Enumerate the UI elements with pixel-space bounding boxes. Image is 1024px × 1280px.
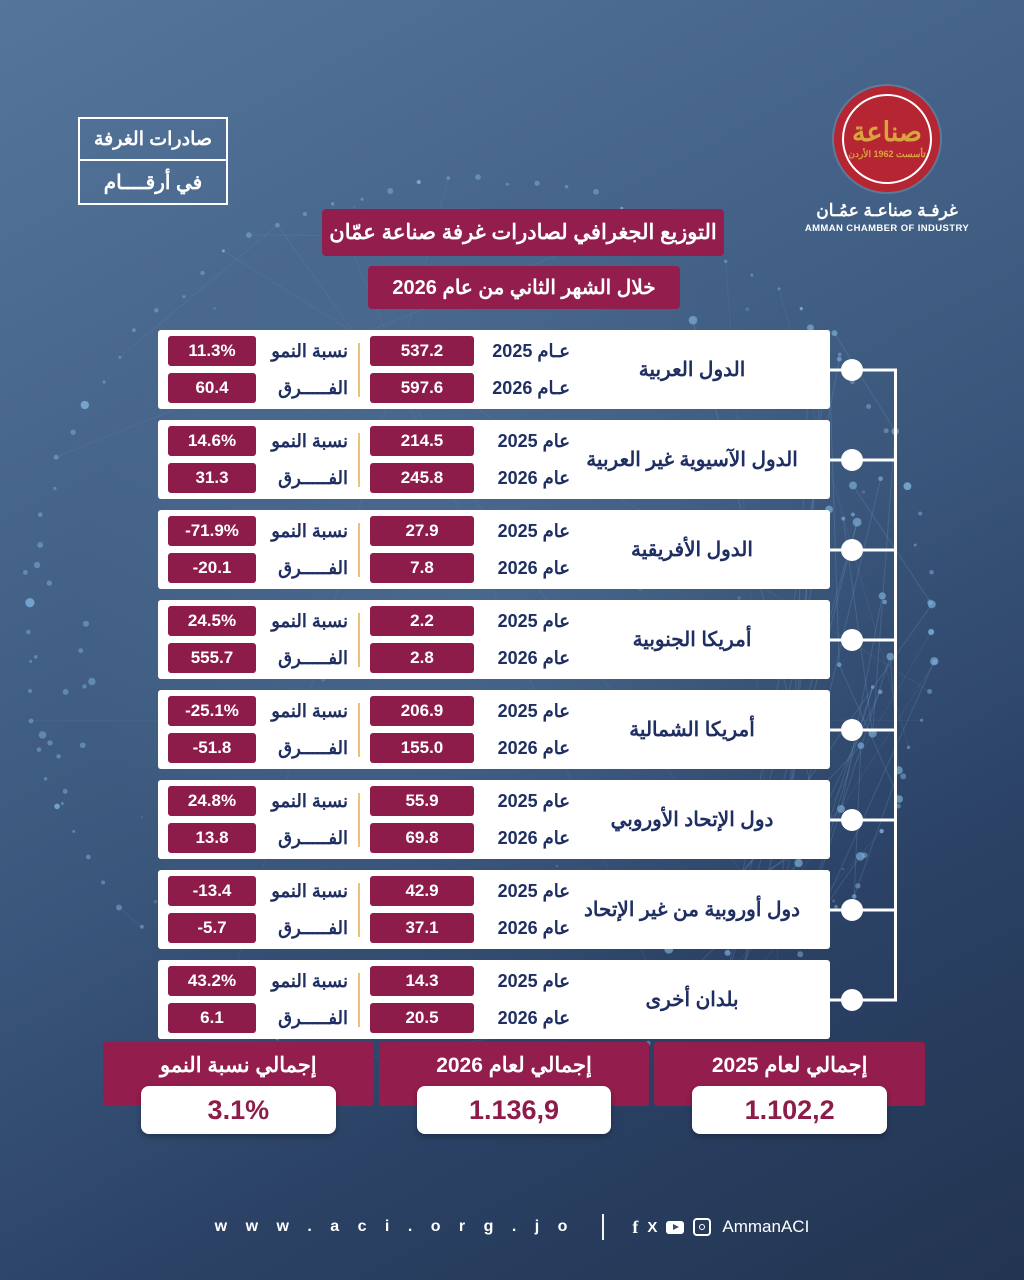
connector-dot [841, 539, 863, 561]
year-values-group [370, 426, 570, 493]
year-2025-value: 206.9 [370, 696, 474, 726]
growth-values-group [168, 516, 348, 583]
gold-divider [358, 883, 360, 937]
region-name: دول أوروبية من غير الإتحاد [583, 899, 801, 921]
region-name: الدول الآسيوية غير العربية [586, 449, 798, 471]
gold-divider [358, 343, 360, 397]
growth-rate-label: نسبة النمو [271, 790, 348, 811]
difference-label: الفـــــرق [278, 467, 348, 488]
difference-value: 13.8 [168, 823, 256, 853]
year-2025-label: عام 2025 [497, 610, 570, 631]
year-2026-label: عام 2026 [497, 1007, 570, 1028]
year-2026-value: 69.8 [370, 823, 474, 853]
connector-dot [841, 719, 863, 741]
region-card [158, 780, 830, 859]
facebook-icon: f [632, 1216, 639, 1237]
year-values-group [370, 786, 570, 853]
gold-divider [358, 433, 360, 487]
growth-rate-label: نسبة النمو [271, 970, 348, 991]
year-2026-label: عام 2026 [497, 917, 570, 938]
connector-dot [841, 449, 863, 471]
chamber-seal-icon [834, 86, 940, 192]
total-box [379, 1042, 650, 1125]
region-name: بلدان أخرى [645, 989, 739, 1011]
youtube-icon [666, 1221, 684, 1234]
total-box [103, 1042, 374, 1125]
difference-label: الفـــــرق [278, 557, 348, 578]
region-card [158, 690, 830, 769]
total-box [654, 1042, 925, 1125]
year-values-group [370, 606, 570, 673]
growth-rate-value: 24.8% [168, 786, 256, 816]
year-2025-value: 537.2 [370, 336, 474, 366]
total-value: 3.1% [141, 1086, 336, 1134]
difference-label: الفـــــرق [278, 827, 348, 848]
badge-line2: في أرقــــام [80, 159, 226, 203]
growth-values-group [168, 606, 348, 673]
region-card [158, 960, 830, 1039]
year-2026-value: 2.8 [370, 643, 474, 673]
website-url: w w w . a c i . o r g . j o [214, 1218, 575, 1235]
growth-values-group [168, 426, 348, 493]
connector-dot [841, 989, 863, 1011]
growth-rate-value: -25.1% [168, 696, 256, 726]
growth-rate-value: -13.4 [168, 876, 256, 906]
difference-value: 6.1 [168, 1003, 256, 1033]
growth-rate-value: 43.2% [168, 966, 256, 996]
region-name: أمريكا الشمالية [629, 719, 755, 741]
year-2026-label: عام 2026 [497, 737, 570, 758]
difference-value: -5.7 [168, 913, 256, 943]
growth-values-group [168, 876, 348, 943]
gold-divider [358, 703, 360, 757]
year-2026-value: 245.8 [370, 463, 474, 493]
region-name: أمريكا الجنوبية [632, 629, 752, 651]
region-card [158, 330, 830, 409]
year-2025-value: 27.9 [370, 516, 474, 546]
difference-label: الفـــــرق [278, 377, 348, 398]
social-links [632, 1217, 809, 1238]
seal-established-text: تأسست 1962 الأردن [848, 148, 926, 159]
year-2026-value: 20.5 [370, 1003, 474, 1033]
growth-rate-value: -71.9% [168, 516, 256, 546]
region-card [158, 870, 830, 949]
year-2025-label: عام 2025 [497, 520, 570, 541]
growth-rate-value: 24.5% [168, 606, 256, 636]
year-2025-label: عام 2025 [497, 970, 570, 991]
year-2026-value: 155.0 [370, 733, 474, 763]
difference-value: 31.3 [168, 463, 256, 493]
gold-divider [358, 523, 360, 577]
year-2026-value: 7.8 [370, 553, 474, 583]
growth-rate-label: نسبة النمو [271, 880, 348, 901]
year-2026-label: عام 2026 [497, 557, 570, 578]
year-2026-value: 597.6 [370, 373, 474, 403]
growth-values-group [168, 786, 348, 853]
region-name: الدول الأفريقية [631, 539, 753, 561]
footer-divider [602, 1214, 604, 1240]
total-label: إجمالي لعام 2025 [711, 1054, 868, 1077]
growth-rate-label: نسبة النمو [271, 700, 348, 721]
chamber-name-arabic: غرفـة صناعـة عمُـان [816, 201, 958, 220]
connector-dot [841, 809, 863, 831]
total-label: إجمالي لعام 2026 [436, 1054, 592, 1077]
difference-value: 60.4 [168, 373, 256, 403]
difference-label: الفـــــرق [278, 1007, 348, 1028]
year-2025-label: عام 2025 [497, 880, 570, 901]
year-2025-label: عام 2025 [497, 790, 570, 811]
growth-values-group [168, 696, 348, 763]
year-2026-label: عام 2026 [497, 647, 570, 668]
social-handle: AmmanACI [722, 1217, 810, 1236]
subtitle-banner: خلال الشهر الثاني من عام 2026 [368, 266, 680, 309]
region-card [158, 510, 830, 589]
difference-value: 555.7 [168, 643, 256, 673]
difference-value: -51.8 [168, 733, 256, 763]
growth-rate-label: نسبة النمو [271, 430, 348, 451]
growth-rate-label: نسبة النمو [271, 610, 348, 631]
growth-rate-label: نسبة النمو [271, 520, 348, 541]
total-value: 1.102,2 [692, 1086, 887, 1134]
growth-rate-value: 11.3% [168, 336, 256, 366]
region-card [158, 600, 830, 679]
connector-dot [841, 359, 863, 381]
badge-line1: صادرات الغرفة [94, 129, 212, 150]
difference-value: -20.1 [168, 553, 256, 583]
growth-values-group [168, 336, 348, 403]
year-values-group [370, 696, 570, 763]
year-2025-label: عام 2025 [497, 430, 570, 451]
year-2026-label: عام 2026 [497, 827, 570, 848]
region-name: دول الإتحاد الأوروبي [610, 809, 774, 831]
amman-chamber-logo [804, 86, 970, 234]
total-label: إجمالي نسبة النمو [159, 1054, 317, 1077]
year-2025-label: عام 2025 [497, 700, 570, 721]
growth-rate-label: نسبة النمو [271, 340, 348, 361]
gold-divider [358, 793, 360, 847]
connector-vertical-line [894, 369, 897, 1001]
connector-dot [841, 629, 863, 651]
year-2025-value: 2.2 [370, 606, 474, 636]
growth-values-group [168, 966, 348, 1033]
chamber-name-english: AMMAN CHAMBER OF INDUSTRY [804, 223, 970, 234]
total-value: 1.136,9 [417, 1086, 612, 1134]
year-2025-value: 42.9 [370, 876, 474, 906]
growth-rate-value: 14.6% [168, 426, 256, 456]
instagram-icon [693, 1218, 711, 1236]
year-values-group [370, 876, 570, 943]
year-values-group [370, 966, 570, 1033]
exports-in-numbers-badge [78, 117, 228, 205]
year-2026-value: 37.1 [370, 913, 474, 943]
year-2025-value: 214.5 [370, 426, 474, 456]
gold-divider [358, 613, 360, 667]
difference-label: الفـــــرق [278, 647, 348, 668]
seal-calligraphy: صناعة [852, 116, 922, 147]
connector-dot [841, 899, 863, 921]
x-icon: X [647, 1218, 658, 1236]
footer-bar [0, 1214, 1024, 1240]
year-2026-label: عـام 2026 [492, 377, 570, 398]
totals-row [103, 1042, 925, 1125]
region-card [158, 420, 830, 499]
year-2025-label: عـام 2025 [492, 340, 570, 361]
region-cards-list [158, 330, 830, 1039]
main-title-banner: التوزيع الجغرافي لصادرات غرفة صناعة عمّان [322, 209, 724, 256]
difference-label: الفـــــرق [278, 737, 348, 758]
year-values-group [370, 516, 570, 583]
year-2026-label: عام 2026 [497, 467, 570, 488]
year-values-group [370, 336, 570, 403]
gold-divider [358, 973, 360, 1027]
year-2025-value: 14.3 [370, 966, 474, 996]
year-2025-value: 55.9 [370, 786, 474, 816]
difference-label: الفـــــرق [278, 917, 348, 938]
region-name: الدول العربية [638, 359, 746, 381]
